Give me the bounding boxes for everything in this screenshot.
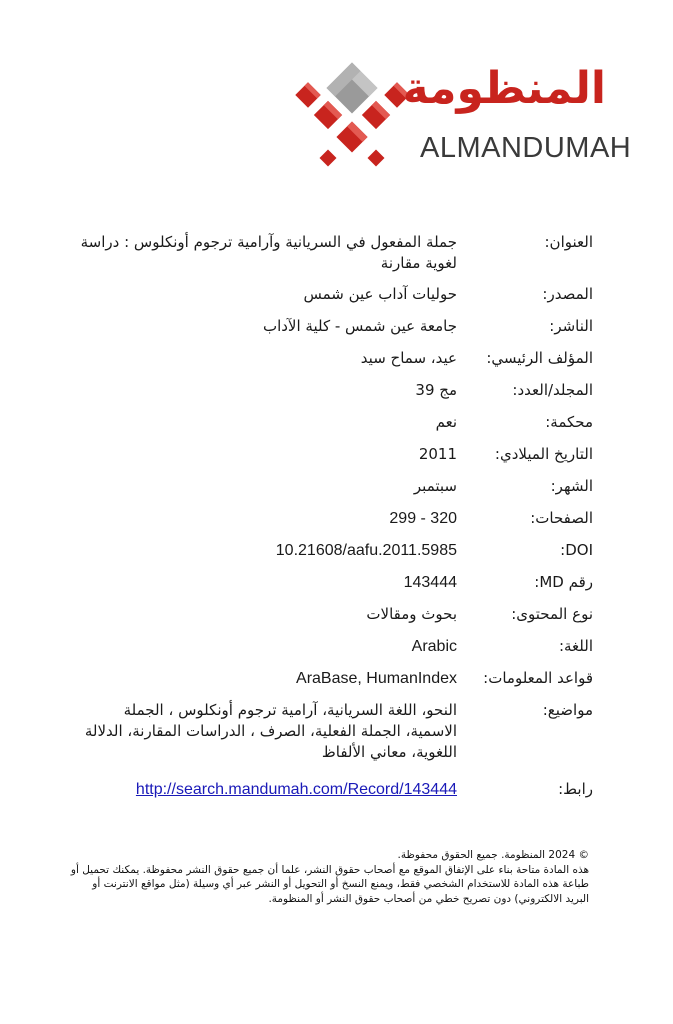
meta-row-doi bbox=[73, 540, 593, 572]
meta-value-main-author: عيد، سماح سيد bbox=[360, 349, 457, 367]
meta-row-content-type bbox=[73, 604, 593, 636]
meta-value-pages: 299 - 320 bbox=[389, 510, 457, 527]
meta-row-source bbox=[73, 284, 593, 316]
meta-row-title bbox=[73, 232, 593, 284]
logo-latin-wordmark: ALMANDUMAH bbox=[420, 132, 632, 164]
meta-label-subjects: مواضيع: bbox=[542, 701, 593, 719]
meta-label-peer-reviewed: محكمة: bbox=[545, 413, 593, 431]
meta-row-year bbox=[73, 444, 593, 476]
meta-label-link: رابط: bbox=[558, 780, 593, 798]
meta-label-year: التاريخ الميلادي: bbox=[494, 445, 593, 463]
meta-value-link bbox=[73, 779, 457, 800]
meta-row-volume-issue bbox=[73, 380, 593, 412]
meta-label-md-number: رقم MD: bbox=[534, 573, 593, 591]
meta-row-publisher bbox=[73, 316, 593, 348]
meta-label-pages: الصفحات: bbox=[530, 509, 593, 527]
meta-label-publisher: الناشر: bbox=[549, 317, 593, 335]
meta-row-pages bbox=[73, 508, 593, 540]
diamond-logo-icon bbox=[292, 62, 416, 167]
meta-label-month: الشهر: bbox=[550, 477, 593, 495]
meta-value-publisher: جامعة عين شمس - كلية الآداب bbox=[262, 317, 457, 335]
meta-value-content-type: بحوث ومقالات bbox=[366, 605, 457, 623]
meta-label-volume-issue: المجلد/العدد: bbox=[512, 381, 593, 399]
logo-arabic-wordmark: المنظومة bbox=[402, 63, 606, 114]
almandumah-logo bbox=[292, 62, 632, 172]
meta-row-language bbox=[73, 636, 593, 668]
meta-label-databases: قواعد المعلومات: bbox=[483, 669, 593, 687]
rights-notice: هذه المادة متاحة بناء على الإتفاق الموقع مع أصحاب حقوق النشر، علما أن جميع حقوق النشر محفوظة. يمكنك تحميل أو طباعة هذه المادة للاستخدام الشخصي فقط، ويمنع النسخ أو التحويل أو النشر عبر أي وسيلة (مثل مواقع الانترنت أو البريد الالكتروني) دون تصريح خطي من أصحاب حقوق النشر أو المنظومة. bbox=[70, 863, 589, 905]
copyright-notice bbox=[69, 848, 589, 906]
record-metadata bbox=[73, 232, 593, 811]
record-link[interactable]: http://search.mandumah.com/Record/143444 bbox=[135, 781, 457, 798]
meta-value-title: جملة المفعول في السريانية وآرامية ترجوم أونكلوس : دراسة لغوية مقارنة bbox=[80, 233, 457, 272]
meta-label-title: العنوان: bbox=[544, 233, 593, 251]
meta-value-md-number: 143444 bbox=[403, 574, 457, 591]
meta-row-peer-reviewed bbox=[73, 412, 593, 444]
meta-value-volume-issue: مج 39 bbox=[415, 381, 457, 399]
meta-value-peer-reviewed: نعم bbox=[435, 413, 457, 431]
meta-row-month bbox=[73, 476, 593, 508]
meta-label-content-type: نوع المحتوى: bbox=[511, 605, 593, 623]
meta-row-subjects bbox=[73, 700, 593, 779]
meta-value-language: Arabic bbox=[411, 638, 457, 655]
meta-value-year: 2011 bbox=[418, 445, 457, 463]
meta-value-subjects: النحو، اللغة السريانية، آرامية ترجوم أونكلوس ، الجملة الاسمية، الجملة الفعلية، الصرف ، الدراسات المقارنة، الدلالة اللغوية، معاني الألفاظ bbox=[84, 701, 457, 761]
meta-row-databases bbox=[73, 668, 593, 700]
meta-value-source: حوليات آداب عين شمس bbox=[303, 285, 457, 303]
meta-label-source: المصدر: bbox=[542, 285, 593, 303]
meta-value-month: سبتمبر bbox=[413, 477, 457, 495]
meta-row-main-author bbox=[73, 348, 593, 380]
copyright-line: © 2024 المنظومة. جميع الحقوق محفوظة. bbox=[397, 849, 589, 861]
meta-label-main-author: المؤلف الرئيسي: bbox=[486, 349, 593, 367]
meta-value-databases: AraBase, HumanIndex bbox=[296, 670, 457, 687]
meta-row-link bbox=[73, 779, 593, 811]
meta-label-doi: DOI: bbox=[560, 541, 593, 559]
meta-label-language: اللغة: bbox=[558, 637, 593, 655]
meta-value-doi: 10.21608/aafu.2011.5985 bbox=[275, 542, 457, 559]
meta-row-md-number bbox=[73, 572, 593, 604]
